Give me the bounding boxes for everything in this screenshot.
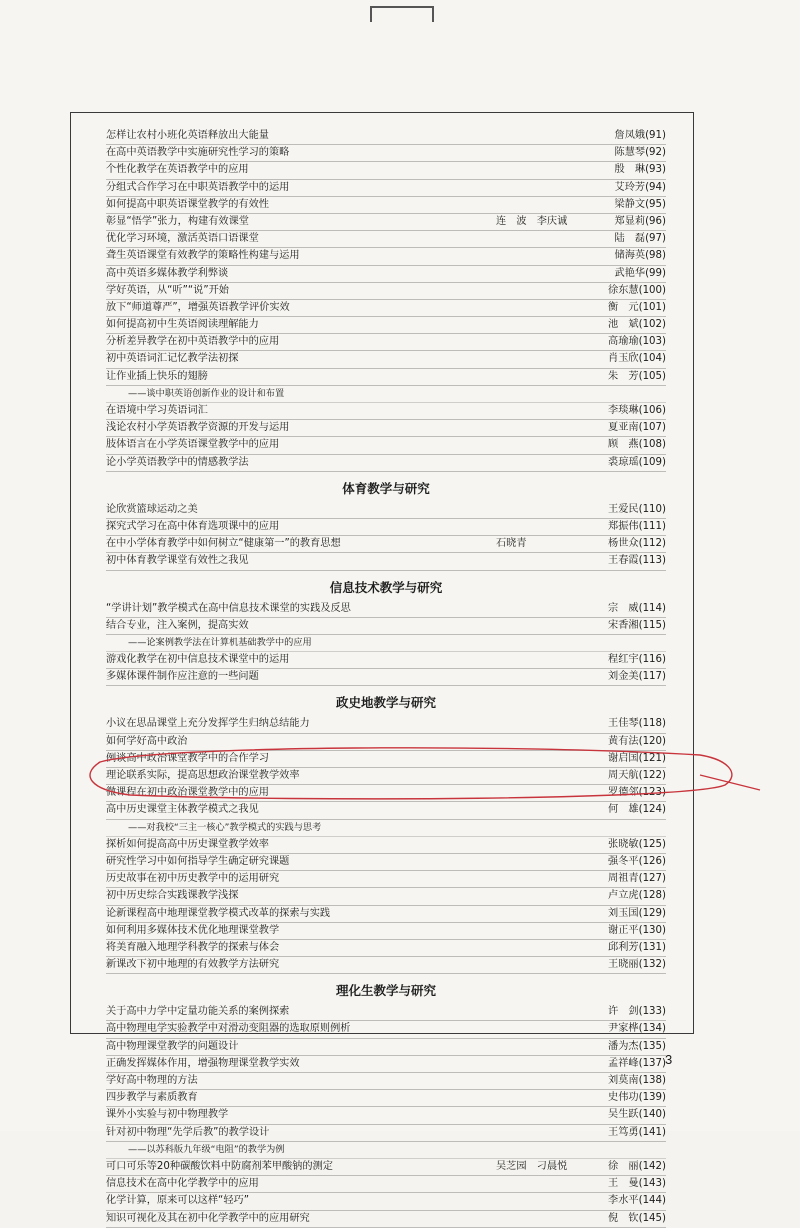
entry-author-page: 陆 磊(97) (614, 233, 666, 245)
entry-title: 游戏化教学在初中信息技术课堂中的运用 (106, 654, 290, 666)
entry-title: 彰显“悟学”张力，构建有效课堂 (106, 215, 249, 227)
entry-author-page: 何 雄(124) (608, 804, 666, 816)
toc-entry[interactable] (106, 369, 666, 386)
entry-author-page: 殷 琳(93) (614, 164, 666, 176)
entry-author-page: 衡 元(101) (608, 301, 666, 313)
toc-subtitle-row[interactable] (106, 386, 666, 403)
toc-entry[interactable] (106, 1107, 666, 1124)
toc-entry[interactable] (106, 1004, 666, 1021)
entry-title: 学好英语，从“听”“说”开始 (106, 284, 229, 296)
entry-author-page: 顾 燕(108) (608, 439, 666, 451)
entry-title: 探究式学习在高中体育选项课中的应用 (106, 520, 280, 532)
entry-author-page: 徐 丽(142) (608, 1160, 666, 1172)
entry-author-page: 刘莫南(138) (608, 1075, 666, 1086)
toc-entry[interactable] (106, 1056, 666, 1073)
entry-author-page: 史伟功(139) (608, 1092, 666, 1104)
toc-entry[interactable] (106, 837, 666, 854)
entry-author-page: 郑振伟(111) (608, 520, 666, 532)
toc-entry[interactable] (106, 266, 666, 283)
toc-entry[interactable] (106, 420, 666, 437)
entry-title: 小议在思品课堂上充分发挥学生归纳总结能力 (106, 718, 310, 730)
entry-title: 初中英语词汇记忆教学法初探 (106, 353, 239, 365)
entry-author-page: 黄有法(120) (608, 735, 666, 747)
toc-entry[interactable] (106, 197, 666, 214)
entry-title: 怎样让农村小班化英语释放出大能量 (106, 130, 269, 141)
entry-author-page: 吴生跃(140) (608, 1109, 666, 1121)
entry-title: 新课改下初中地理的有效教学方法研究 (106, 959, 280, 971)
section-heading: 理化生教学与研究 (335, 983, 436, 999)
entry-title: ——对我校“三主一核心”教学模式的实践与思考 (128, 821, 322, 833)
entry-coauthors: 吴芝园 刁晨悦 (496, 1160, 568, 1172)
toc-subtitle-row[interactable] (106, 1142, 666, 1159)
entry-author-page: 王爱民(110) (608, 503, 666, 515)
entry-author-page: 梁静文(95) (614, 198, 666, 210)
toc-entry[interactable] (106, 1176, 666, 1193)
entry-title: 在语境中学习英语词汇 (106, 405, 208, 416)
entry-author-page: 王春霞(113) (608, 555, 666, 567)
entry-title: 四步教学与素质教育 (106, 1092, 198, 1104)
entry-title: 例谈高中政治课堂教学中的合作学习 (106, 752, 269, 764)
entry-author-page: 刘金美(117) (608, 671, 666, 683)
entry-title: 关于高中力学中定量功能关系的案例探索 (106, 1006, 290, 1018)
entry-author-page: 谢启国(121) (608, 752, 666, 764)
entry-title: 论小学英语教学中的情感教学法 (106, 456, 249, 468)
entry-author-page: 许 剑(133) (608, 1006, 666, 1018)
entry-author-page: 王笃勇(141) (608, 1126, 666, 1138)
section-heading: 政史地教学与研究 (335, 695, 436, 711)
entry-author-page: 李水平(144) (608, 1195, 666, 1207)
toc-subtitle-row[interactable] (106, 820, 666, 837)
toc-entry[interactable] (106, 437, 666, 454)
entry-title: 肢体语言在小学英语课堂教学中的应用 (106, 439, 280, 451)
entry-title: 浅论农村小学英语教学资源的开发与运用 (106, 422, 290, 434)
entry-author-page: 陈慧琴(92) (614, 147, 666, 159)
entry-author-page: 尹家桦(134) (608, 1023, 666, 1035)
section-heading: 信息技术教学与研究 (329, 579, 443, 595)
entry-author-page: 储海英(98) (614, 250, 666, 262)
toc-entry[interactable] (106, 854, 666, 871)
entry-author-page: 詹凤娥(91) (614, 130, 666, 141)
entry-author-page: 倪 钦(145) (608, 1212, 666, 1224)
toc-entry[interactable] (106, 128, 666, 145)
toc-entry[interactable] (106, 300, 666, 317)
entry-title: 结合专业，注入案例，提高实效 (106, 619, 249, 631)
entry-author-page: 肖玉欣(104) (608, 353, 666, 365)
toc-entry[interactable] (106, 317, 666, 334)
toc-entry[interactable] (106, 1039, 666, 1056)
entry-author-page: 谢正平(130) (608, 924, 666, 936)
entry-author-page: 宗 威(114) (608, 602, 666, 614)
entry-author-page: 周天航(122) (608, 770, 666, 781)
entry-title: 如何利用多媒体技术优化地理课堂教学 (106, 924, 280, 936)
toc-entry[interactable] (106, 923, 666, 940)
toc-entry[interactable] (106, 802, 666, 819)
entry-title: 优化学习环境，激活英语口语课堂 (106, 233, 259, 245)
entry-author-page: 罗德邻(123) (608, 787, 666, 799)
entry-title: 针对初中物理“先学后教”的教学设计 (106, 1126, 270, 1138)
entry-author-page: 高瑜瑜(103) (608, 336, 666, 348)
entry-title: 学好高中物理的方法 (106, 1075, 198, 1086)
entry-title: 微课程在初中政治课堂教学中的应用 (106, 787, 269, 799)
toc-entry[interactable] (106, 455, 666, 472)
entry-title: 放下“师道尊严”，增强英语教学评价实效 (106, 301, 290, 313)
entry-author-page: 杨世众(112) (608, 538, 666, 550)
table-of-contents (106, 128, 666, 1228)
entry-title: 信息技术在高中化学教学中的应用 (106, 1178, 259, 1190)
toc-entry[interactable] (106, 768, 666, 785)
entry-title: 如何提高中职英语课堂教学的有效性 (106, 198, 269, 210)
toc-entry[interactable] (106, 940, 666, 957)
entry-author-page: 朱 芳(105) (608, 370, 666, 382)
entry-author-page: 郑显莉(96) (614, 215, 666, 227)
entry-title: 分析差异教学在初中英语教学中的应用 (106, 336, 280, 348)
toc-entry[interactable] (106, 553, 666, 570)
toc-entry[interactable] (106, 652, 666, 669)
toc-entry[interactable] (106, 1073, 666, 1090)
toc-subtitle-row[interactable] (106, 635, 666, 652)
entry-author-page: 池 斌(102) (608, 319, 666, 331)
toc-entry[interactable] (106, 906, 666, 923)
toc-entry[interactable] (106, 751, 666, 768)
toc-entry[interactable] (106, 248, 666, 265)
entry-title: 初中体育教学课堂有效性之我见 (106, 555, 249, 567)
toc-entry[interactable] (106, 871, 666, 888)
entry-title: 在中小学体育教学中如何树立“健康第一”的教育思想 (106, 538, 341, 550)
entry-author-page: 邱利芳(131) (608, 941, 666, 953)
toc-entry[interactable] (106, 519, 666, 536)
section-heading: 体育教学与研究 (342, 480, 430, 496)
entry-title: 课外小实验与初中物理教学 (106, 1109, 229, 1121)
toc-entry[interactable] (106, 734, 666, 751)
entry-title: ——论案例教学法在计算机基础教学中的应用 (128, 636, 312, 648)
entry-title: ——以苏科版九年级“电阻”的教学为例 (128, 1143, 285, 1155)
toc-entry[interactable] (106, 1159, 666, 1176)
entry-title: 研究性学习中如何指导学生确定研究课题 (106, 855, 290, 867)
toc-entry[interactable] (106, 162, 666, 179)
toc-entry[interactable] (106, 334, 666, 351)
entry-title: 化学计算，原来可以这样“轻巧” (106, 1195, 249, 1207)
entry-author-page: 刘玉国(129) (608, 907, 666, 919)
entry-title: 探析如何提高高中历史课堂教学效率 (106, 838, 269, 850)
entry-author-page: 艾玲芳(94) (614, 181, 666, 193)
entry-author-page: 王 曼(143) (608, 1178, 666, 1190)
entry-author-page: 夏亚南(107) (608, 422, 666, 434)
entry-author-page: 张晓敏(125) (608, 838, 666, 850)
entry-title: 论新课程高中地理课堂教学模式改革的探索与实践 (106, 907, 331, 919)
toc-entry[interactable] (106, 785, 666, 802)
entry-title: 高中历史课堂主体教学模式之我见 (106, 804, 259, 816)
entry-coauthors: 石晓青 (496, 538, 527, 550)
entry-title: 知识可视化及其在初中化学教学中的应用研究 (106, 1212, 310, 1224)
entry-title: 论欣赏篮球运动之美 (106, 503, 198, 515)
entry-author-page: 王佳琴(118) (608, 718, 666, 730)
toc-entry[interactable] (106, 351, 666, 368)
entry-title: 分组式合作学习在中职英语教学中的运用 (106, 181, 290, 193)
entry-author-page: 李琰琳(106) (608, 405, 666, 416)
entry-author-page: 潘为杰(135) (608, 1040, 666, 1052)
toc-entry[interactable] (106, 214, 666, 231)
entry-author-page: 卢立虎(128) (608, 890, 666, 902)
entry-title: 高中物理电学实验教学中对滑动变阻器的选取原则例析 (106, 1023, 351, 1035)
entry-title: 历史故事在初中历史教学中的运用研究 (106, 873, 280, 885)
pen-arrow (700, 775, 760, 790)
toc-entry[interactable] (106, 1125, 666, 1142)
toc-entry[interactable] (106, 536, 666, 553)
entry-author-page: 程红宇(116) (608, 654, 666, 666)
entry-title: 高中英语多媒体教学利弊谈 (106, 267, 229, 279)
toc-entry[interactable] (106, 957, 666, 974)
toc-entry[interactable] (106, 618, 666, 635)
toc-entry[interactable] (106, 180, 666, 197)
entry-title: 理论联系实际，提高思想政治课堂教学效率 (106, 770, 300, 781)
toc-entry[interactable] (106, 145, 666, 162)
entry-title: 如何提高初中生英语阅读理解能力 (106, 319, 259, 331)
entry-title: 如何学好高中政治 (106, 735, 188, 747)
toc-entry[interactable] (106, 1211, 666, 1228)
entry-title: 可口可乐等20种碳酸饮料中防腐剂苯甲酸钠的测定 (106, 1160, 333, 1172)
entry-title: 高中物理课堂教学的问题设计 (106, 1040, 239, 1052)
toc-entry[interactable] (106, 716, 666, 733)
entry-coauthors: 连 波 李庆诚 (496, 215, 568, 227)
entry-title: 让作业插上快乐的翅膀 (106, 370, 208, 382)
entry-title: 将美育融入地理学科教学的探索与体会 (106, 941, 280, 953)
entry-title: 在高中英语教学中实施研究性学习的策略 (106, 147, 290, 159)
toc-entry[interactable] (106, 231, 666, 248)
entry-author-page: 武艳华(99) (614, 267, 666, 279)
entry-title: ——谈中职英语创新作业的设计和布置 (128, 387, 285, 399)
toc-entry[interactable] (106, 502, 666, 519)
toc-entry[interactable] (106, 888, 666, 905)
binding-mark (370, 6, 434, 22)
entry-title: 多媒体课件制作应注意的一些问题 (106, 671, 259, 683)
entry-title: “学讲计划”教学模式在高中信息技术课堂的实践及反思 (106, 602, 351, 614)
entry-title: 初中历史综合实践课教学浅探 (106, 890, 239, 902)
entry-author-page: 孟祥峰(137) (608, 1057, 666, 1069)
entry-title: 聋生英语课堂有效教学的策略性构建与运用 (106, 250, 300, 262)
toc-entry[interactable] (106, 1193, 666, 1210)
toc-entry[interactable] (106, 669, 666, 686)
entry-author-page: 强冬平(126) (608, 855, 666, 867)
toc-entry[interactable] (106, 1090, 666, 1107)
entry-author-page: 徐东慧(100) (608, 284, 666, 296)
toc-entry[interactable] (106, 403, 666, 420)
entry-title: 个性化教学在英语教学中的应用 (106, 164, 249, 176)
entry-author-page: 王晓丽(132) (608, 959, 666, 971)
entry-author-page: 宋香湘(115) (608, 619, 666, 631)
entry-author-page: 裘琼瑶(109) (608, 456, 666, 468)
page-number: 3 (665, 1052, 673, 1067)
toc-entry[interactable] (106, 283, 666, 300)
toc-entry[interactable] (106, 1021, 666, 1038)
entry-author-page: 周祖青(127) (608, 873, 666, 885)
entry-title: 正确发挥媒体作用，增强物理课堂教学实效 (106, 1057, 300, 1069)
toc-entry[interactable] (106, 601, 666, 618)
